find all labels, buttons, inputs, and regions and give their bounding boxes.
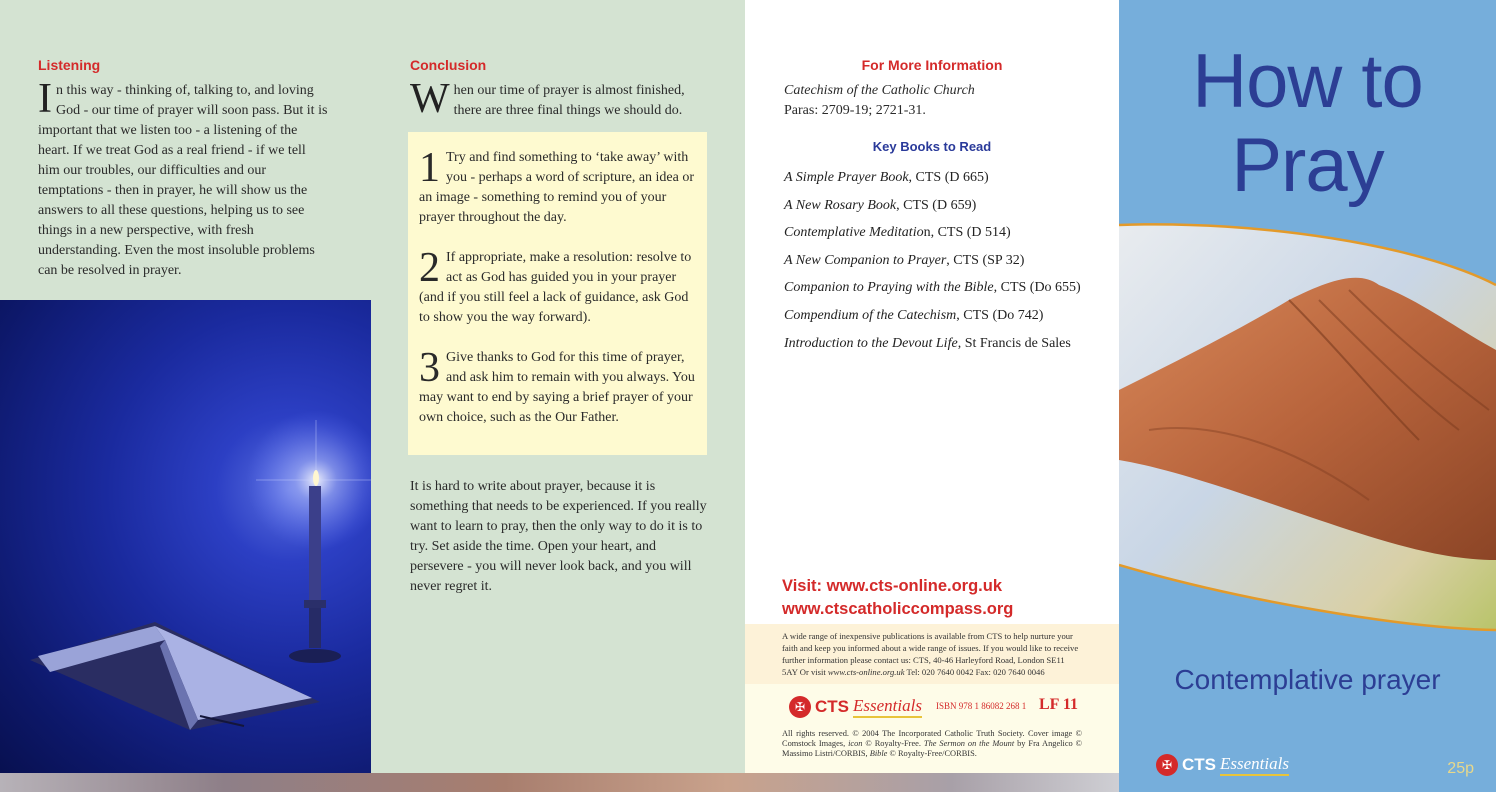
listening-body: n this way - thinking of, talking to, and loving God - our time of prayer will soon pass. But it is important that we listen too - a listening of the heart. If we treat God as a real friend - if we tell him our troubles, our difficulties and our temptations - then in prayer, he will show us the answers to all these questions, helping us to see things in a new perspective, with fresh understanding. Even the most insoluble problems can be resolved in prayer. [38, 83, 328, 278]
book-title: A Simple Prayer Book [784, 170, 909, 185]
cover-panel [1119, 0, 1496, 792]
catechism-reference [784, 81, 1104, 121]
step-number: 1 [419, 145, 440, 191]
publications-note [745, 624, 1119, 684]
book-list [784, 168, 1114, 361]
visit-cts-online-link[interactable]: Visit: www.cts-online.org.uk [782, 577, 1003, 595]
step-item [419, 345, 696, 428]
book-publisher: n, CTS (D 514) [923, 225, 1011, 241]
conclusion-heading: Conclusion [410, 57, 487, 73]
rights-text: All rights reserved. © 2004 The Incorporated Catholic Truth Society. Cover image © Comstock Images, [782, 729, 1082, 748]
book-title: A New Companion to Prayer [784, 252, 947, 268]
conclusion-intro-text: hen our time of prayer is almost finished, there are three final things we should do. [453, 83, 685, 118]
conclusion-intro [410, 76, 710, 122]
catechism-paras: Paras: 2709-19; 2721-31. [784, 103, 926, 118]
price: 25p [1447, 760, 1474, 777]
cover-subtitle: Contemplative prayer [1174, 664, 1441, 695]
listening-heading: Listening [38, 57, 101, 73]
step-item [419, 145, 696, 228]
steps-box [408, 132, 707, 455]
book-publisher: , CTS (SP 32) [946, 252, 1025, 268]
rights-text: by Fra Angelico © Massimo Listri/CORBIS, [782, 739, 1083, 758]
candle-bible-photo [0, 300, 371, 774]
book-publisher: , CTS (Do 655) [993, 280, 1081, 296]
step-text: Give thanks to God for this time of prayer, and ask him to remain with you always. You may want to end by saying a brief prayer of your own choice, such as the Our Father. [419, 350, 695, 425]
list-item [784, 306, 1114, 334]
visit-catholic-compass-link[interactable]: www.ctscatholiccompass.org [782, 600, 1014, 618]
logo-essentials-text: Essentials [1220, 754, 1289, 776]
book-title: Companion to Praying with the Bible [784, 280, 994, 296]
rights-text: © Royalty-Free/CORBIS. [887, 749, 977, 758]
rights-bible-title: Bible [869, 749, 888, 758]
cover-title [1119, 40, 1496, 208]
visit-links [782, 575, 1112, 621]
step-text: If appropriate, make a resolution: resolve to act as God has guided you in your prayer (and if you still feel a lack of guidance, ask God to show you the way forward). [419, 250, 692, 325]
cover-cts-essentials-logo [1156, 754, 1289, 776]
conclusion-dropcap: W [410, 76, 450, 122]
book-publisher: , CTS (D 659) [896, 197, 977, 213]
brand-footer [745, 684, 1119, 774]
cts-essentials-logo [789, 696, 922, 718]
list-item [784, 334, 1114, 362]
book-title: Introduction to the Devout Life [784, 335, 958, 351]
step-text: Try and find something to ‘take away’ with you - perhaps a word of scripture, an idea or an image - something to remind you of your prayer throughout the day. [419, 150, 695, 225]
rights-sermon-title: The Sermon on the Mount [923, 739, 1015, 748]
cts-seal-icon: ✠ [789, 696, 811, 718]
logo-essentials-text: Essentials [853, 696, 922, 718]
cts-seal-icon: ✠ [1156, 754, 1178, 776]
isbn: ISBN 978 1 86082 268 1 [936, 701, 1027, 711]
rights-text: © Royalty-Free. [862, 739, 924, 748]
rights-icon-title: icon [848, 739, 863, 748]
list-item [784, 196, 1114, 224]
catechism-title: Catechism of the Catholic Church [784, 83, 975, 98]
cover-title-line1: How to [1192, 39, 1423, 124]
publications-contact: Tel: 020 7640 0042 Fax: 020 7640 0046 [904, 667, 1045, 677]
copyright-notice [782, 729, 1082, 759]
list-item [784, 168, 1114, 196]
book-publisher: , CTS (Do 742) [956, 307, 1044, 323]
cover-title-line2: Pray [1231, 123, 1384, 208]
leaflet-code: LF 11 [1039, 696, 1078, 713]
more-info-heading: For More Information [861, 57, 1003, 73]
publications-url[interactable]: www.cts-online.org.uk [827, 667, 905, 677]
book-publisher: , CTS (D 665) [908, 170, 989, 185]
list-item [784, 278, 1114, 306]
listening-text [38, 76, 328, 281]
key-books-heading: Key Books to Read [872, 139, 992, 154]
logo-cts-text: CTS [1182, 755, 1216, 774]
step-item [419, 245, 696, 328]
bottom-photo-strip [0, 773, 1119, 792]
book-publisher: , St Francis de Sales [957, 335, 1071, 351]
logo-cts-text: CTS [815, 697, 849, 716]
book-title: A New Rosary Book [784, 197, 897, 213]
book-title: Contemplative Meditatio [784, 225, 924, 241]
step-number: 3 [419, 345, 440, 391]
step-number: 2 [419, 245, 440, 291]
list-item [784, 223, 1114, 251]
publications-text: A wide range of inexpensive publications is available from CTS to help nurture your faith and keep you informed about a wide range of issues. If you would like to receive further information please contact us: CTS, 40-46 Harleyford Road, London SE11 5AY Or visit [782, 631, 1079, 677]
list-item [784, 251, 1114, 279]
closing-paragraph: It is hard to write about prayer, because it is something that needs to be experienced. If you really want to learn to pray, then the only way to do it is to try. Set aside the time. Open your heart, and persevere - you will never look back, and you will never regret it. [410, 479, 707, 594]
listening-dropcap: I [38, 76, 52, 122]
book-title: Compendium of the Catechism [784, 307, 957, 323]
